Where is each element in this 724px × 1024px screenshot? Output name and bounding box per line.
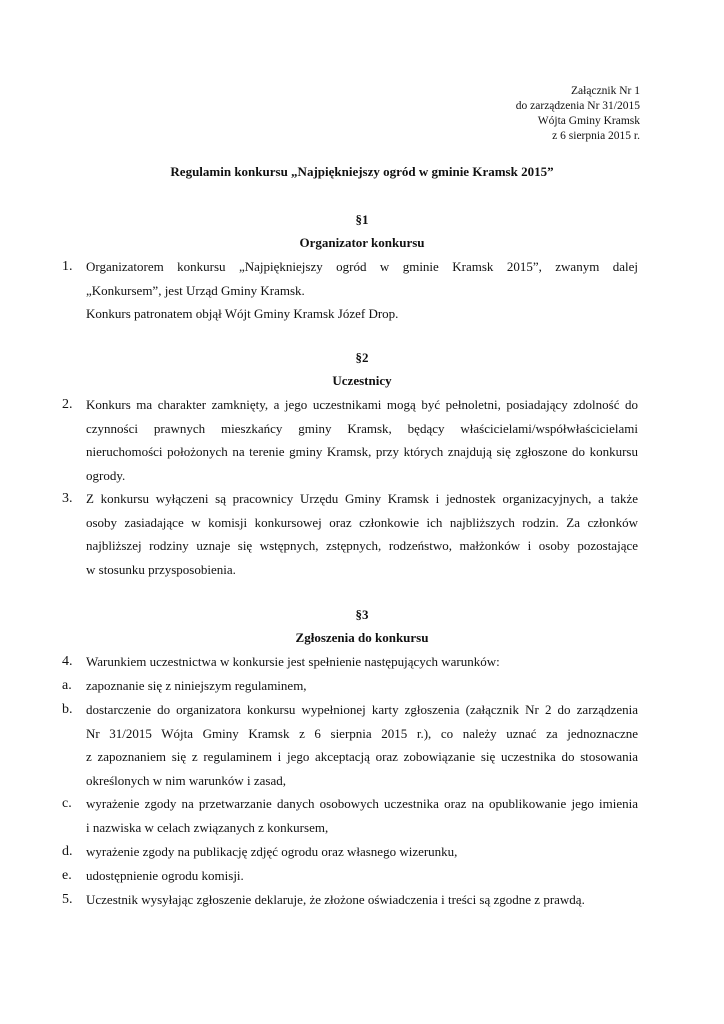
item-marker: c. bbox=[62, 796, 72, 811]
item-line: najbliższej rodziny uznaje się wstępnych, zstępnych, rodzeństwo, małżonków i osoby pozostające bbox=[86, 538, 638, 553]
item-line: dostarczenie do organizatora konkursu wypełnionej karty zgłoszenia (załącznik Nr 2 do zarządzenia bbox=[86, 702, 638, 717]
section-heading: Uczestnicy bbox=[332, 373, 392, 388]
item-line: Warunkiem uczestnictwa w konkursie jest spełnienie następujących warunków: bbox=[86, 654, 500, 669]
item-line: Z konkursu wyłączeni są pracownicy Urzędu Gminy Kramsk i jednostek organizacyjnych, a także bbox=[86, 491, 638, 506]
item-line: Konkurs ma charakter zamknięty, a jego uczestnikami mogą być pełnoletni, posiadający zdolność do bbox=[86, 397, 638, 412]
list-item bbox=[62, 698, 638, 792]
list-item bbox=[62, 487, 638, 581]
item-marker: 1. bbox=[62, 259, 73, 274]
item-marker: 3. bbox=[62, 491, 73, 506]
list-item bbox=[62, 674, 638, 698]
item-line: i nazwiska w celach związanych z konkursem, bbox=[86, 819, 329, 835]
item-line: Uczestnik wysyłając zgłoszenie deklaruje, że złożone oświadczenia i treści są zgodne z prawdą. bbox=[86, 892, 585, 907]
list-item bbox=[62, 650, 638, 674]
section-heading: Zgłoszenia do konkursu bbox=[295, 630, 429, 645]
document-title: Regulamin konkursu „Najpiękniejszy ogród w gminie Kramsk 2015” bbox=[170, 164, 554, 179]
item-line: ogrody. bbox=[86, 467, 126, 483]
list-item bbox=[62, 393, 638, 487]
section-heading: Organizator konkursu bbox=[299, 235, 425, 250]
item-line: zapoznanie się z niniejszym regulaminem, bbox=[86, 678, 307, 693]
item-marker: 2. bbox=[62, 397, 73, 412]
list-item bbox=[62, 840, 638, 864]
item-marker: 5. bbox=[62, 892, 73, 907]
header-line: Wójta Gminy Kramsk bbox=[537, 115, 640, 127]
list-item bbox=[62, 864, 638, 888]
section-number: §2 bbox=[355, 350, 369, 365]
item-line: Konkurs patronatem objął Wójt Gminy Kramsk Józef Drop. bbox=[86, 306, 399, 321]
item-line: osoby zasiadające w komisji konkursowej oraz członkowie ich najbliższych rodzin. Za członków bbox=[86, 514, 638, 530]
item-line: z zapoznaniem się z regulaminem i jego akceptacją oraz zobowiązanie się uczestnika do stosowania bbox=[86, 749, 638, 764]
item-line: wyrażenie zgody na przetwarzanie danych osobowych uczestnika oraz na opublikowanie jego imienia bbox=[86, 796, 638, 811]
item-line: Organizatorem konkursu „Najpiękniejszy ogród w gminie Kramsk 2015”, zwanym dalej bbox=[86, 259, 638, 274]
item-line: określonych w nim warunków i zasad, bbox=[86, 772, 287, 788]
header-line: Załącznik Nr 1 bbox=[571, 85, 640, 97]
item-marker: b. bbox=[62, 702, 73, 717]
section-number: §3 bbox=[355, 607, 369, 622]
item-line: czynności prawnych mieszkańcy gminy Kramsk, będący właścicielami/współwłaścicielami bbox=[86, 420, 638, 436]
item-line: Nr 31/2015 Wójta Gminy Kramsk z 6 sierpnia 2015 r.), co należy uznać za jednoznaczne bbox=[86, 725, 638, 741]
item-marker: d. bbox=[62, 844, 73, 859]
item-marker: e. bbox=[62, 868, 72, 883]
list-item bbox=[62, 792, 638, 839]
item-marker: a. bbox=[62, 678, 72, 693]
attachment-header bbox=[516, 84, 640, 144]
item-line: nieruchomości położonych na terenie gminy Kramsk, przy których znajdują się zgłoszone do konkursu bbox=[86, 444, 638, 459]
item-marker: 4. bbox=[62, 654, 73, 669]
list-item bbox=[62, 255, 638, 326]
section-number: §1 bbox=[355, 212, 369, 227]
item-line: „Konkursem”, jest Urząd Gminy Kramsk. bbox=[86, 282, 305, 298]
header-line: do zarządzenia Nr 31/2015 bbox=[515, 100, 640, 112]
list-item bbox=[62, 888, 638, 912]
item-line: udostępnienie ogrodu komisji. bbox=[86, 868, 244, 883]
item-line: wyrażenie zgody na publikację zdjęć ogrodu oraz własnego wizerunku, bbox=[86, 844, 458, 859]
header-line: z 6 sierpnia 2015 r. bbox=[552, 130, 640, 142]
item-line: w stosunku przysposobienia. bbox=[86, 561, 236, 577]
